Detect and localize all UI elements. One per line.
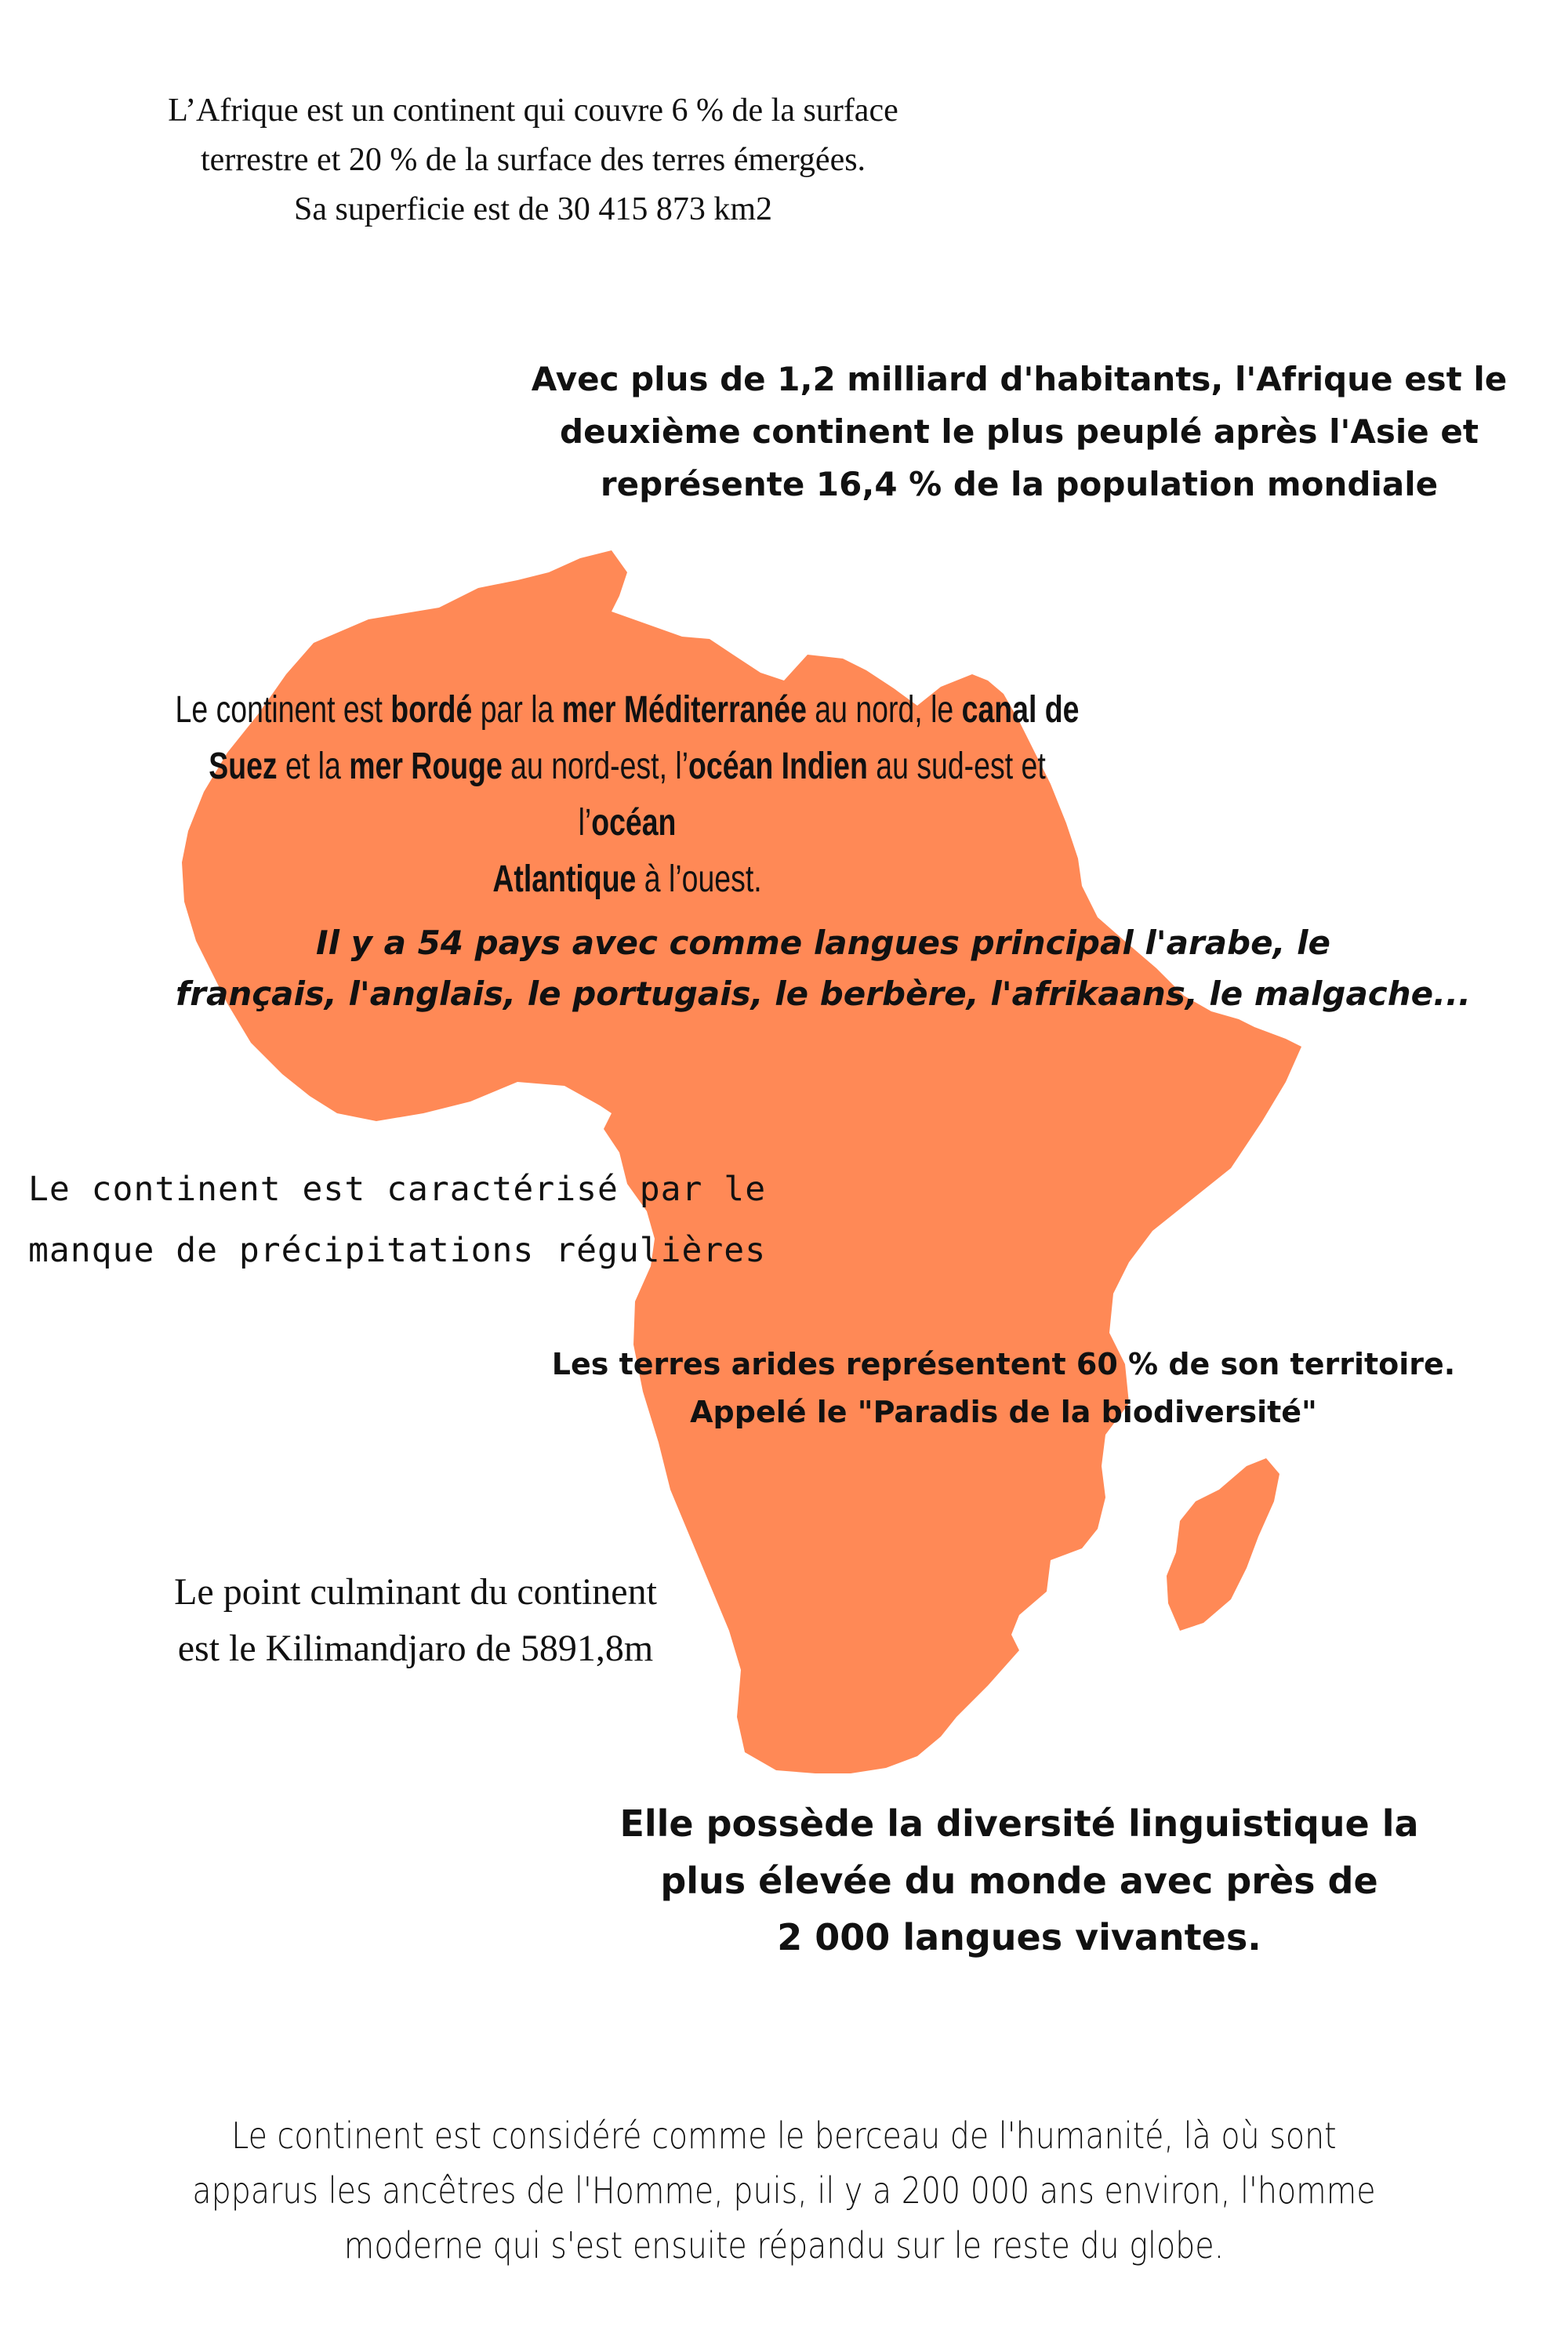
borders-keyword: Suez bbox=[209, 746, 278, 787]
borders-fact-line bbox=[162, 739, 1092, 851]
summit-fact-line: Le point culminant du continent bbox=[174, 1571, 657, 1613]
borders-keyword: Atlantique bbox=[492, 858, 637, 900]
climate-fact-line: manque de précipitations régulières bbox=[28, 1231, 767, 1271]
climate-fact bbox=[28, 1159, 969, 1282]
borders-keyword: bordé bbox=[390, 689, 473, 731]
borders-keyword: canal de bbox=[961, 689, 1080, 731]
area-fact-line: terrestre et 20 % de la surface des terres émergées. bbox=[200, 142, 866, 178]
cradle-fact bbox=[47, 2109, 1521, 2274]
languages-fact-line: plus élevée du monde avec près de bbox=[660, 1859, 1378, 1902]
borders-keyword: océan Indien bbox=[688, 746, 868, 787]
borders-text: Le continent est bbox=[175, 689, 391, 731]
countries-fact bbox=[94, 917, 1552, 1019]
population-fact-line: deuxième continent le plus peuplé après l'Asie et bbox=[560, 412, 1479, 452]
cradle-fact-line: moderne qui s'est ensuite répandu sur le reste du globe. bbox=[343, 2223, 1225, 2267]
borders-keyword: mer Méditerranée bbox=[561, 689, 807, 731]
arid-fact bbox=[486, 1341, 1521, 1436]
borders-text: au nord, le bbox=[806, 689, 962, 731]
languages-fact-line: 2 000 langues vivantes. bbox=[777, 1916, 1261, 1959]
madagascar-shape bbox=[1167, 1458, 1279, 1631]
arid-fact-line: Appelé le "Paradis de la biodiversité" bbox=[690, 1394, 1317, 1429]
cradle-fact-line: Le continent est considéré comme le berceau de l'humanité, là où sont bbox=[231, 2114, 1337, 2157]
population-fact-line: représente 16,4 % de la population mondiale bbox=[600, 465, 1439, 504]
borders-text: à l’ouest. bbox=[636, 858, 762, 900]
population-fact bbox=[486, 353, 1552, 511]
languages-fact bbox=[533, 1795, 1505, 1966]
cradle-fact-line: apparus les ancêtres de l'Homme, puis, il y a 200 000 ans environ, l'homme bbox=[192, 2169, 1376, 2212]
countries-fact-line: Il y a 54 pays avec comme langues principal l'arabe, le bbox=[315, 924, 1331, 962]
countries-fact-line: français, l'anglais, le portugais, le berbère, l'afrikaans, le malgache... bbox=[176, 975, 1471, 1014]
borders-text: au sud-est et l’ bbox=[578, 746, 1046, 844]
area-fact-line: L’Afrique est un continent qui couvre 6 % de la surface bbox=[168, 93, 898, 129]
summit-fact-line: est le Kilimandjaro de 5891,8m bbox=[177, 1628, 654, 1669]
population-fact-line: Avec plus de 1,2 milliard d'habitants, l'Afrique est le bbox=[531, 360, 1508, 398]
borders-fact bbox=[31, 682, 1223, 908]
borders-keyword: océan bbox=[591, 802, 677, 844]
arid-fact-line: Les terres arides représentent 60 % de son territoire. bbox=[551, 1347, 1456, 1381]
area-fact bbox=[24, 86, 1043, 234]
borders-text: au nord-est, l’ bbox=[502, 746, 689, 787]
area-fact-line: Sa superficie est de 30 415 873 km2 bbox=[293, 191, 773, 227]
climate-fact-line: Le continent est caractérisé par le bbox=[28, 1170, 767, 1209]
borders-text: par la bbox=[472, 689, 562, 731]
borders-keyword: mer Rouge bbox=[349, 746, 503, 787]
languages-fact-line: Elle possède la diversité linguistique la bbox=[619, 1802, 1419, 1845]
borders-fact-line bbox=[162, 851, 1092, 908]
borders-text: et la bbox=[277, 746, 350, 787]
summit-fact bbox=[31, 1564, 800, 1677]
borders-fact-line bbox=[162, 682, 1092, 739]
